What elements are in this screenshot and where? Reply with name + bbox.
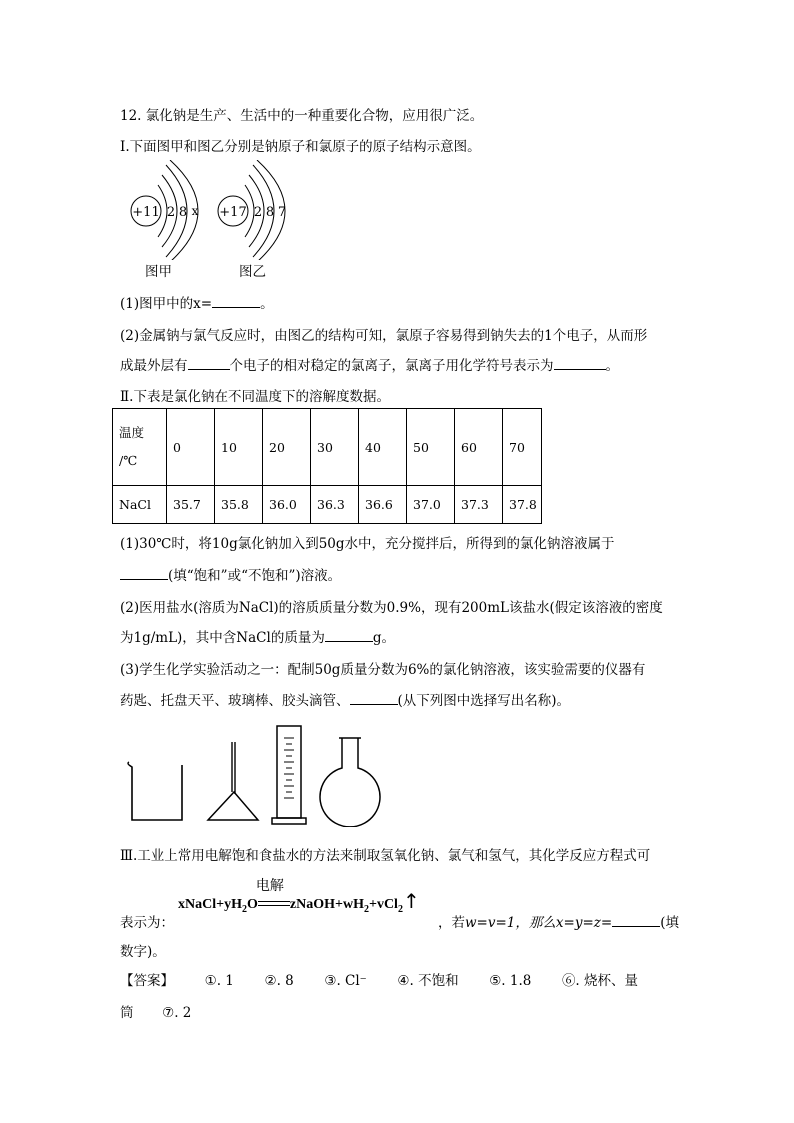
solubility-cell: 37.8: [503, 486, 542, 524]
question-2-2-line2: 为1g/mL)，其中含NaCl的质量为 g。: [120, 626, 395, 646]
part3-line3: 数字)。: [120, 944, 166, 960]
sodium-nucleus-label: +11: [132, 205, 160, 220]
answer-blank-4[interactable]: [120, 565, 168, 580]
answer-blank-5[interactable]: [325, 627, 373, 642]
temp-cell: 70: [503, 409, 542, 486]
question-2-3-line2: 药匙、托盘天平、玻璃棒、胶头滴管、 (从下列图中选择写出名称)。: [120, 689, 570, 709]
answer-line1: [120, 969, 638, 989]
answer-label: 【答案】: [120, 973, 174, 989]
funnel-icon: [208, 742, 258, 820]
table-row-nacl: [113, 486, 542, 524]
part2-intro: Ⅱ.下表是氯化钠在不同温度下的溶解度数据。: [120, 389, 390, 405]
solubility-table: [112, 408, 542, 524]
answer-item: ⑦. 2: [162, 1005, 192, 1021]
question-2-3-line1: (3)学生化学实验活动之一：配制50g质量分数为6%的氯化钠溶液，该实验需要的仪器有: [120, 662, 646, 678]
answer-item: ①. 1: [204, 973, 234, 989]
equation-arrow-equals: 电解: [258, 903, 290, 906]
question-1: (1)图甲中的x= 。: [120, 292, 274, 312]
answer-item: 筒: [120, 1005, 134, 1021]
answer-blank-1[interactable]: [212, 293, 260, 308]
part3-line1: Ⅲ.工业上常用电解饱和食盐水的方法来制取氢氧化钠、氯气和氢气，其化学反应方程式可: [120, 848, 651, 864]
table-row-label: NaCl: [113, 486, 167, 524]
lab-apparatus-figure: [124, 722, 394, 827]
solubility-cell: 37.0: [407, 486, 455, 524]
answer-item: ②. 8: [264, 973, 294, 989]
answer-blank-7[interactable]: [612, 912, 660, 927]
part3-line2: 表示为：: [120, 915, 174, 931]
round-bottom-flask-icon: [320, 738, 380, 827]
temp-cell: 50: [407, 409, 455, 486]
solubility-cell: 35.8: [215, 486, 263, 524]
answer-item: ⑤. 1.8: [489, 973, 532, 989]
chlorine-shell-2: 8: [265, 205, 275, 220]
solubility-cell: 36.0: [263, 486, 311, 524]
table-header-label: 温度 /℃: [113, 409, 167, 486]
answer-blank-3[interactable]: [554, 355, 606, 370]
caption-figure-b: 图乙: [239, 264, 266, 280]
chlorine-nucleus-label: +17: [219, 205, 247, 220]
question-2-1-line1: (1)30℃时，将10g氯化钠加入到50g水中，充分搅拌后，所得到的氯化钠溶液属于: [120, 536, 615, 552]
solubility-cell: 35.7: [167, 486, 215, 524]
answer-item: ④. 不饱和: [397, 973, 459, 989]
temp-cell: 40: [359, 409, 407, 486]
answer-blank-6[interactable]: [350, 690, 398, 705]
table-row-temperature: [113, 409, 542, 486]
chlorine-shell-1: 2: [253, 205, 263, 220]
chlorine-shell-3: 7: [277, 205, 287, 220]
graduated-cylinder-icon: [272, 726, 306, 824]
solubility-cell: 36.3: [311, 486, 359, 524]
question-title: 12. 氯化钠是生产、生活中的一种重要化合物，应用很广泛。: [120, 108, 484, 124]
solubility-cell: 36.6: [359, 486, 407, 524]
part1-intro: Ⅰ.下面图甲和图乙分别是钠原子和氯原子的原子结构示意图。: [120, 139, 481, 155]
temp-cell: 20: [263, 409, 311, 486]
temp-cell: 0: [167, 409, 215, 486]
question-2-2-line1: (2)医用盐水(溶质为NaCl)的溶质质量分数为0.9%，现有200mL该盐水(假定该溶液的密度: [120, 600, 663, 616]
part3-line2-tail: ，若w=v=1，那么x=y=z= (填: [438, 911, 679, 931]
question-2-line1: (2)金属钠与氯气反应时，由图乙的结构可知，氯原子容易得到钠失去的1个电子，从而形: [120, 328, 648, 344]
temp-cell: 10: [215, 409, 263, 486]
solubility-cell: 37.3: [455, 486, 503, 524]
chlorine-atom-diagram: [213, 160, 413, 260]
answer-item: ⑥. 烧杯、量: [561, 973, 639, 989]
question-2-line2: 成最外层有 个电子的相对稳定的氯离子，氯离子用化学符号表示为 。: [120, 354, 619, 374]
answer-line2: [120, 1001, 191, 1021]
sodium-shell-3: x: [191, 204, 199, 218]
caption-figure-a: 图甲: [145, 264, 172, 280]
temp-cell: 60: [455, 409, 503, 486]
answer-item: ③. Cl⁻: [324, 973, 367, 989]
sodium-shell-2: 8: [178, 205, 188, 220]
chemical-equation: $xNaCl+yH_2O$ 电解 $zNaOH+wH_2+vCl_2↑$: [178, 878, 420, 915]
beaker-icon: [128, 762, 182, 820]
gas-arrow-icon: ↑: [402, 889, 420, 913]
temp-cell: 30: [311, 409, 359, 486]
answer-blank-2[interactable]: [188, 355, 230, 370]
question-2-1-line2: (填“饱和”或“不饱和”)溶液。: [120, 564, 341, 584]
sodium-shell-1: 2: [166, 205, 176, 220]
